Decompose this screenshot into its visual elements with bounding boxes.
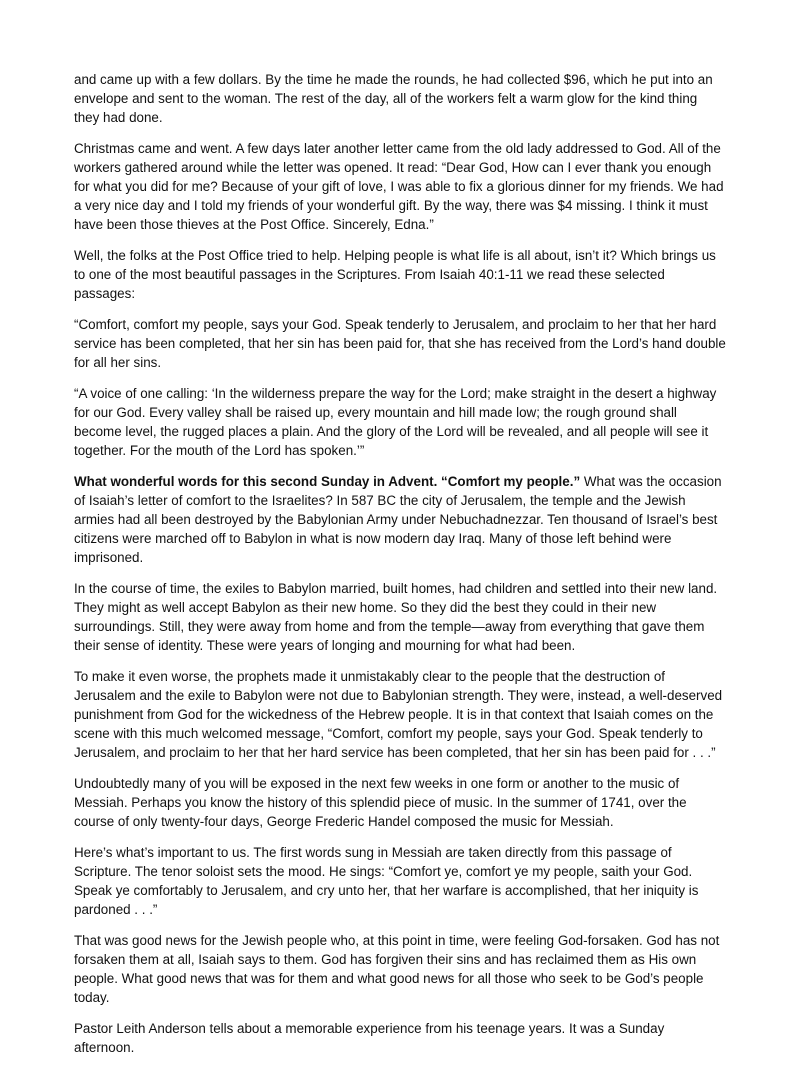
paragraph-4: “Comfort, comfort my people, says your God. Speak tenderly to Jerusalem, and proclaim to her that her hard service has been completed, that her sin has been paid for, that she has received from the Lord’s hand double for all her sins. (74, 317, 726, 370)
paragraph-9: Undoubtedly many of you will be exposed in the next few weeks in one form or another to the music of Messiah. Perhaps you know the history of this splendid piece of music. In the summer of 1741, over the course of only twenty-four days, George Frederic Handel composed the music for Messiah. (74, 776, 687, 829)
paragraph-12: Pastor Leith Anderson tells about a memorable experience from his teenage years. It was a Sunday afternoon. (74, 1021, 665, 1055)
paragraph-1: and came up with a few dollars. By the time he made the rounds, he had collected $96, which he put into an envelope and sent to the woman. The rest of the day, all of the workers felt a warm glow for the kind thing they had done. (74, 72, 713, 125)
paragraph-6-body: What was the occasion of Isaiah’s letter of comfort to the Israelites? In 587 BC the city of Jerusalem, the temple and the Jewish armies had all been destroyed by the Babylonian Army under Nebuchadnezzar. Ten thousand of Israel’s best citizens were marched off to Babylon in what is now modern day Iraq. Many of those left behind were imprisoned. (74, 474, 722, 565)
paragraph-8: To make it even worse, the prophets made it unmistakably clear to the people that the destruction of Jerusalem and the exile to Babylon were not due to Babylonian strength. They were, instead, a well-deserved punishment from God for the wickedness of the Hebrew people. It is in that context that Isaiah comes on the scene with this much welcomed message, “Comfort, comfort my people, says your God. Speak tenderly to Jerusalem, and proclaim to her that her hard service has been completed, that her sin has been paid for . . .” (74, 669, 723, 760)
document-page (74, 70, 726, 1069)
paragraph-10: Here’s what’s important to us. The first words sung in Messiah are taken directly from this passage of Scripture. The tenor soloist sets the mood. He sings: “Comfort ye, comfort ye my people, saith your God. Speak ye comfortably to Jerusalem, and cry unto her, that her warfare is accomplished, that her iniquity is pardoned . . .” (74, 845, 699, 917)
paragraph-6 (74, 472, 726, 567)
paragraph-3: Well, the folks at the Post Office tried to help. Helping people is what life is all about, isn’t it? Which brings us to one of the most beautiful passages in the Scriptures. From Isaiah 40:1-11 we read these selected passages: (74, 248, 716, 301)
paragraph-2: Christmas came and went. A few days later another letter came from the old lady addressed to God. All of the workers gathered around while the letter was opened. It read: “Dear God, How can I ever thank you enough for what you did for me? Because of your gift of love, I was able to fix a glorious dinner for my friends. We had a very nice day and I told my friends of your wonderful gift. By the way, there was $4 missing. I think it must have been those thieves at the Post Office. Sincerely, Edna.” (74, 141, 724, 232)
paragraph-7: In the course of time, the exiles to Babylon married, built homes, had children and settled into their new land. They might as well accept Babylon as their new home. So they did the best they could in their new surroundings. Still, they were away from home and from the temple—away from everything that gave them their sense of identity. These were years of longing and mourning for what had been. (74, 581, 718, 653)
paragraph-6-bold-lead: What wonderful words for this second Sunday in Advent. “Comfort my people.” (74, 474, 581, 489)
paragraph-5: “A voice of one calling: ‘In the wilderness prepare the way for the Lord; make straight in the desert a highway for our God. Every valley shall be raised up, every mountain and hill made low; the rough ground shall become level, the rugged places a plain. And the glory of the Lord will be revealed, and all people will see it together. For the mouth of the Lord has spoken.’” (74, 386, 717, 458)
paragraph-11: That was good news for the Jewish people who, at this point in time, were feeling God-forsaken. God has not forsaken them at all, Isaiah says to them. God has forgiven their sins and has reclaimed them as His own people. What good news that was for them and what good news for all those who seek to be God’s people today. (74, 933, 720, 1005)
